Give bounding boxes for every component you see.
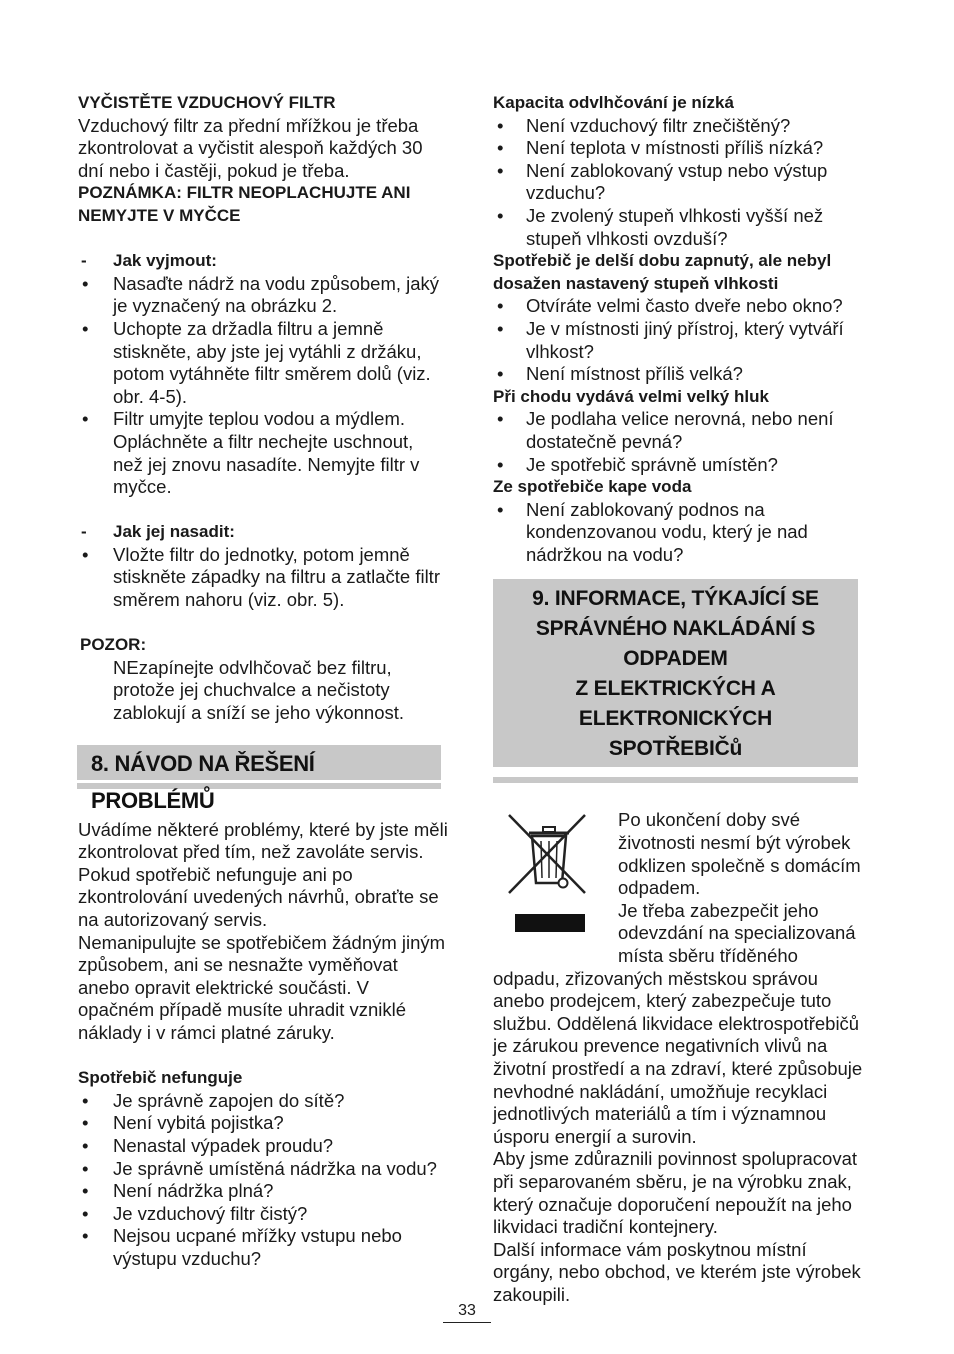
troubleshooting-warning: Nemanipulujte se spotřebičem žádným jiným způsobem, ani se nesnažte vyměňovat anebo opravit elektrické součásti. V opačném případě musíte uhradit vzniklé náklady i v rámci platné záruky. (78, 931, 446, 1043)
list-item: • Není teplota v místnosti příliš nízká? (493, 137, 865, 160)
section-8-heading: 8. NÁVOD NA ŘEŠENÍ PROBLÉMŮ (77, 745, 441, 780)
section-9-heading (493, 579, 858, 767)
drip-list (493, 499, 865, 567)
list-item: • Je zvolený stupeň vlhkosti vyšší než stupeň vlhkosti ovzduší? (493, 205, 865, 250)
list-item: • Není vybitá pojistka? (78, 1112, 448, 1135)
section-divider (493, 777, 858, 783)
filter-heading: VYČISTĚTE VZDUCHOVÝ FILTR (78, 93, 336, 112)
weee-paragraph: Další informace vám poskytnou místní orgány, nebo obchod, ve kterém jste výrobek zakoupili. (493, 1238, 861, 1305)
troubleshooting-intro: Uvádíme některé problémy, které by jste měli zkontrolovat před tím, než zavoláte servis. Pokud spotřebič nefunguje ani po zkontrolování uvedených návrhů, obraťte se na autorizovaný servis. (78, 818, 448, 930)
caution-text: NEzapínejte odvlhčovač bez filtru, protože jej chuchvalce a nečistoty zablokují a sníží se jeho výkonnost. (113, 656, 405, 724)
list-item: • Není zablokovaný vstup nebo výstup vzduchu? (493, 160, 865, 205)
section-9-title-line: Z ELEKTRICKÝCH A ELEKTRONICKÝCH (575, 677, 776, 731)
caution-label: POZOR: (80, 635, 147, 655)
insert-steps-list (78, 544, 448, 612)
low-capacity-list (493, 115, 865, 251)
list-item: • Není vzduchový filtr znečištěný? (493, 115, 865, 138)
low-capacity-heading: Kapacita odvlhčování je nízká (493, 93, 734, 112)
list-item: • Uchopte za držadla filtru a jemně stiskněte, aby jste jej vytáhli z držáku, potom vytáhněte filtr směrem dolů (viz. obr. 4-5). (78, 318, 448, 408)
list-item: • Otvíráte velmi často dveře nebo okno? (493, 295, 865, 318)
list-item: • Nejsou ucpané mřížky vstupu nebo výstupu vzduchu? (78, 1225, 448, 1270)
remove-steps-list (78, 273, 448, 499)
drip-heading: Ze spotřebiče kape voda (493, 477, 692, 497)
filter-text: Vzduchový filtr za přední mřížkou je třeba zkontrolovat a vyčistit alespoň každých 30 dní nebo i častěji, pokud je třeba. (78, 114, 423, 181)
list-item: • Není nádržka plná? (78, 1180, 448, 1203)
section-9-title-line: SPRÁVNÉHO NAKLÁDÁNÍ S ODPADEM (535, 617, 816, 671)
list-item: • Je spotřebič správně umístěn? (493, 454, 865, 477)
list-item: • Filtr umyjte teplou vodou a mýdlem. Opláchněte a filtr nechejte uschnout, než jej znovu nasadíte. Nemyjte filtr v myčce. (78, 408, 448, 498)
long-on-heading: Spotřebič je delší dobu zapnutý, ale nebyl dosažen nastavený stupeň vlhkosti (493, 251, 832, 293)
filter-note: POZNÁMKA: FILTR NEOPLACHUJTE ANI NEMYJTE V MYČCE (78, 183, 411, 225)
remove-label: - Jak vyjmout: (81, 251, 217, 271)
crossed-out-bin-icon (505, 809, 593, 935)
list-item: • Nasaďte nádrž na vodu způsobem, jaký je vyznačený na obrázku 2. (78, 273, 448, 318)
insert-label: - Jak jej nasadit: (81, 522, 235, 542)
weee-paragraph: Aby jsme zdůraznili povinnost spolupracovat při separovaném sběru, je na výrobku znak, který označuje doporučení nepoužít na jeho likvidaci tradiční kontejnery. (493, 1148, 858, 1238)
list-item: • Nenastal výpadek proudu? (78, 1135, 448, 1158)
section-9-title-line: 9. INFORMACE, TÝKAJÍCÍ SE (532, 587, 819, 611)
noise-heading: Při chodu vydává velmi velký hluk (493, 386, 769, 406)
list-item: • Je podlaha velice nerovná, nebo není dostatečně pevná? (493, 408, 865, 453)
list-item: • Vložte filtr do jednotky, potom jemně stiskněte západky na filtru a zatlačte filtr směrem nahoru (viz. obr. 5). (78, 544, 448, 612)
list-item: • Je v místnosti jiný přístroj, který vytváří vlhkost? (493, 318, 865, 363)
page-number: 33 (443, 1302, 491, 1323)
weee-section (493, 809, 865, 1306)
left-column (78, 92, 448, 1271)
list-item: • Je vzduchový filtr čistý? (78, 1203, 448, 1226)
not-working-list (78, 1090, 448, 1271)
long-on-list (493, 295, 865, 385)
weee-paragraph: Je třeba zabezpečit jeho odevzdání na specializovaná místa sběru tříděného odpadu, zřizovaných městskou správou anebo prodejcem, který zabezpečuje tuto službu. Oddělená likvidace elektrospotřebičů je zárukou prevence negativních vlivů na životní prostředí a na zdraví, které způsobuje nevhodné nakládání, umožňuje recyklaci jednotlivých materiálů a tím i významnou úsporu energií a surovin. (493, 899, 863, 1147)
section-9-title-line: SPOTŘEBIČů (608, 737, 743, 761)
list-item: • Je správně zapojen do sítě? (78, 1090, 448, 1113)
right-column (493, 92, 865, 1307)
list-item: • Je správně umístěná nádržka na vodu? (78, 1158, 448, 1181)
list-item: • Není místnost příliš velká? (493, 363, 865, 386)
not-working-heading: Spotřebič nefunguje (78, 1068, 243, 1088)
weee-paragraph: Po ukončení doby své životnosti nesmí být výrobek odklizen společně s domácím odpadem. (618, 809, 861, 899)
list-item: • Není zablokovaný podnos na kondenzovanou vodu, který je nad nádržkou na vodu? (493, 499, 865, 567)
noise-list (493, 408, 865, 476)
